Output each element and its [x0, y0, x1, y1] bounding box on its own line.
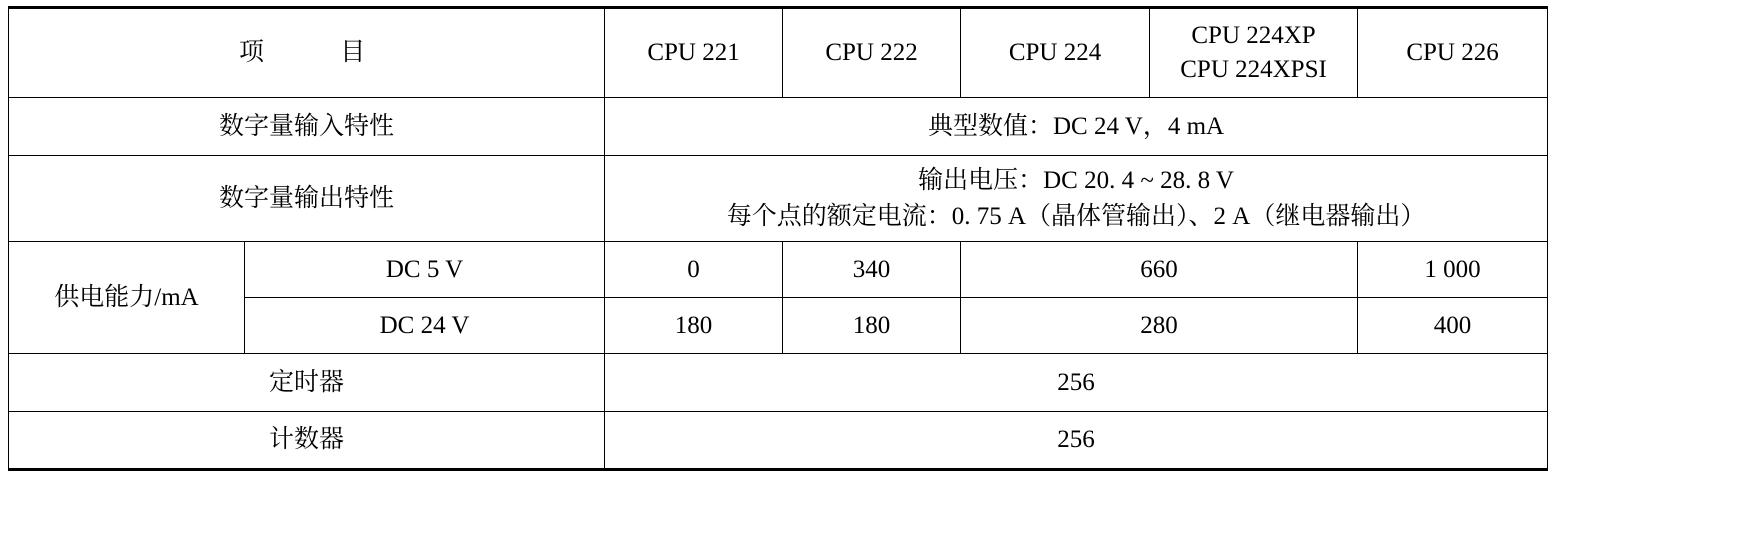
row-label-digital-input: 数字量输入特性 — [9, 98, 605, 156]
header-cpu226: CPU 226 — [1358, 8, 1548, 98]
row-value-timers: 256 — [605, 354, 1548, 412]
header-cpu222: CPU 222 — [783, 8, 961, 98]
digital-output-line2: 每个点的额定电流：0. 75 A（晶体管输出）、2 A（继电器输出） — [726, 202, 1426, 230]
header-cpu224: CPU 224 — [961, 8, 1150, 98]
header-cpu221: CPU 221 — [605, 8, 783, 98]
cell-dc24v-cpu221: 180 — [605, 298, 783, 354]
row-label-counters: 计数器 — [9, 412, 605, 470]
cell-dc5v-cpu222: 340 — [783, 242, 961, 298]
row-label-power-supply: 供电能力/mA — [9, 242, 245, 354]
row-value-digital-input: 典型数值：DC 24 V，4 mA — [605, 98, 1548, 156]
row-label-dc24v: DC 24 V — [245, 298, 605, 354]
table-row-timers — [9, 354, 1548, 412]
cell-dc5v-cpu224: 660 — [961, 242, 1358, 298]
table-row-digital-input — [9, 98, 1548, 156]
cell-dc5v-cpu221: 0 — [605, 242, 783, 298]
digital-output-line1: 输出电压：DC 20. 4 ~ 28. 8 V — [918, 166, 1234, 194]
cell-dc24v-cpu226: 400 — [1358, 298, 1548, 354]
header-item-label: 项 目 — [239, 39, 375, 67]
row-label-digital-output: 数字量输出特性 — [9, 156, 605, 242]
table-row-power-dc5v — [9, 242, 1548, 298]
row-value-digital-output — [605, 156, 1548, 242]
cell-dc24v-cpu222: 180 — [783, 298, 961, 354]
cell-dc24v-cpu224: 280 — [961, 298, 1358, 354]
cpu-specification-table — [8, 6, 1548, 471]
row-label-dc5v: DC 5 V — [245, 242, 605, 298]
table-row-digital-output — [9, 156, 1548, 242]
document-page — [0, 6, 1747, 540]
row-label-timers: 定时器 — [9, 354, 605, 412]
header-cpu224xp: CPU 224XP CPU 224XPSI — [1150, 8, 1358, 98]
table-header-row — [9, 8, 1548, 98]
table-row-counters — [9, 412, 1548, 470]
cell-dc5v-cpu226: 1 000 — [1358, 242, 1548, 298]
header-item-label-cell — [9, 8, 605, 98]
row-value-counters: 256 — [605, 412, 1548, 470]
